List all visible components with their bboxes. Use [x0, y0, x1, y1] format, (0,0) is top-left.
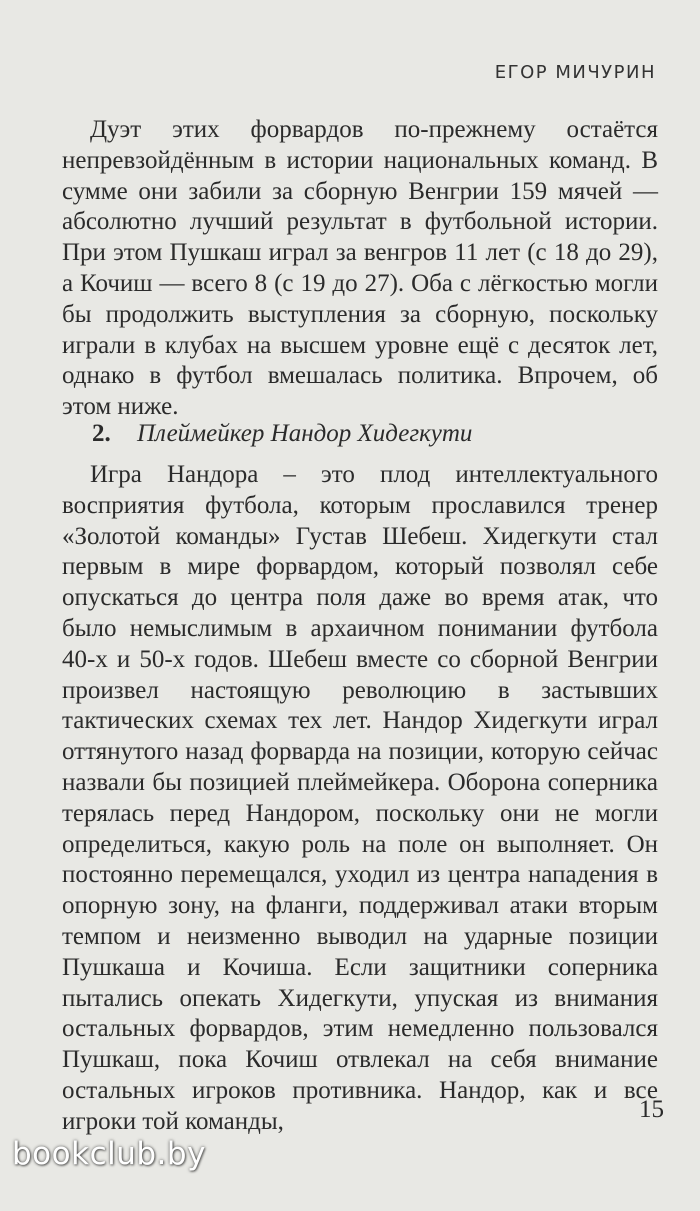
section-heading [92, 420, 472, 448]
section-number: 2. [92, 420, 111, 447]
body-paragraph: Дуэт этих форвардов по-прежнему остаётся непревзойдённым в истории национальных команд. В сумме они забили за сборную Венгрии 159 мячей — абсолютно лучший результат в футбольной истории. При этом Пушкаш играл за венгров 11 лет (с 18 до 29), а Кочиш — всего 8 (с 19 до 27). Оба с лёгкостью могли бы продолжить выступления за сборную, поскольку играли в клубах на высшем уровне ещё с десяток лет, однако в футбол вмешалась политика. Впрочем, об этом ниже. [62, 116, 658, 421]
watermark-logo: bookclub.by [12, 1136, 206, 1172]
running-head-author: ЕГОР МИЧУРИН [494, 62, 656, 83]
section-title: Плеймейкер Нандор Хидегкути [137, 420, 473, 447]
page-number: 15 [639, 1096, 664, 1123]
body-paragraph: Игра Нандора – это плод интеллектуального восприятия футбола, которым прославился тренер «Золотой команды» Густав Шебеш. Хидегкути стал первым в мире форвардом, который позволял себе опускаться до центра поля даже во время атак, что было немыслимым в архаичном понимании футбола 40-х и 50-х годов. Шебеш вместе со сборной Венгрии произвел настоящую революцию в застывших тактических схемах тех лет. Нандор Хидегкути играл оттянутого назад форварда на позиции, которую сейчас назвали бы позицией плеймейкера. Оборона соперника терялась перед Нандором, поскольку они не могли определиться, какую роль на поле он выполняет. Он постоянно перемещался, уходил из центра нападения в опорную зону, на фланги, поддерживал атаки вторым темпом и неизменно выводил на ударные позиции Пушкаша и Кочиша. Если защитники соперника пытались опекать Хидегкути, упуская из внимания остальных форвардов, этим немедленно пользовался Пушкаш, пока Кочиш отвлекал на себя внимание остальных игроков противника. Нандор, как и все игроки той команды, [62, 461, 658, 1135]
